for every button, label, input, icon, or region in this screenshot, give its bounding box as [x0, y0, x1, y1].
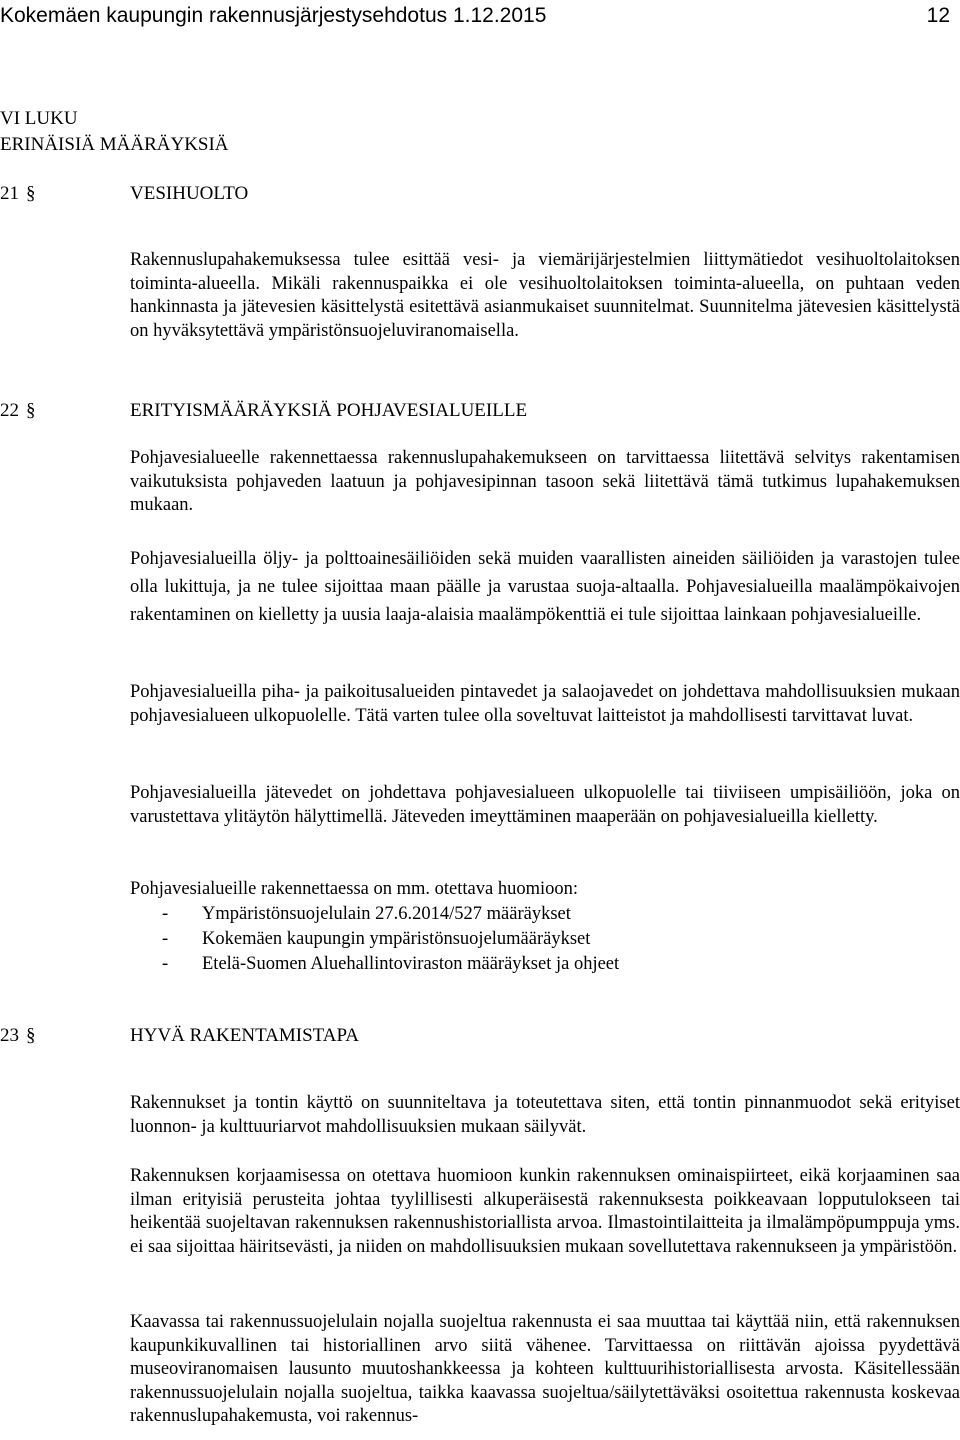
section-23-paragraph-2: Rakennuksen korjaamisessa on otettava huomioon kunkin rakennuksen ominaispiirteet, eikä korjaaminen saa ilman erityisiä perusteita johtaa tyylillisesti alkuperäisestä rakennuksesta poikkeavaan lopputulokseen tai heikentää suojeltavan rakennuksen rakennushistoriallista arvoa. Ilmastointilaitteita ja ilmalämpöpumppuja yms. ei saa sijoittaa häiritsevästi, ja niiden on mahdollisuuksien mukaan sovellutettava rakennukseen ja ympäristöön.	[130, 1166, 960, 1257]
section-23-paragraph-3: Kaavassa tai rakennussuojelulain nojalla suojeltua rakennusta ei saa muuttaa tai käyttää niin, että rakennuksen kaupunkikuvallinen tai historiallinen arvo siitä vähenee. Tarvittaessa on riittävän ajoissa pyydettävä museoviranomaisen lausunto muutoshankkeessa ja kohteen kulttuurihistoriallisesta arvosta. Käsitellessään rakennussuojelulain nojalla suojeltua, taikka kaavassa suojeltua/säilytettäväksi osoitettua rakennusta koskevaa rakennuslupahakemusta, voi rakennus-	[130, 1312, 960, 1427]
section-21-paragraph-1: Rakennuslupahakemuksessa tulee esittää vesi- ja viemärijärjestelmien liittymätiedot vesihuoltolaitoksen toiminta-alueella. Mikäli rakennuspaikka ei ole vesihuoltolaitoksen toiminta-alueella, on puhtaan veden hankinnasta ja jätevesien käsittelystä esitettävä asianmukaiset suunnitelmat. Suunnitelma jätevesien käsittelystä on hyväksytettävä ympäristönsuojeluviranomaisella.	[130, 250, 960, 341]
chapter-heading	[0, 106, 229, 158]
section-symbol: §	[26, 183, 36, 204]
list-item-text: Ympäristönsuojelulain 27.6.2014/527 määräykset	[202, 904, 571, 924]
list-dash: -	[162, 904, 169, 924]
section-number: 23	[0, 1025, 19, 1046]
section-number: 22	[0, 400, 19, 421]
document-title: Kokemäen kaupungin rakennusjärjestysehdotus 1.12.2015	[0, 4, 547, 27]
list-item	[130, 927, 960, 952]
list-item-text: Kokemäen kaupungin ympäristönsuojelumääräykset	[202, 929, 591, 949]
section-22-paragraph-2: Pohjavesialueilla öljy- ja polttoainesäiliöiden sekä muiden vaarallisten aineiden säiliöiden ja varastojen tulee olla lukittuja, ja ne tulee sijoittaa maan päälle ja varustaa suoja-altaalla. Pohjavesialueilla maalämpökaivojen rakentaminen on kielletty ja uusia laaja-alaisia maalämpökenttiä ei tule sijoittaa lainkaan pohjavesialueille.	[130, 549, 960, 625]
list-item	[130, 952, 960, 977]
list-intro: Pohjavesialueille rakennettaessa on mm. otettava huomioon:	[130, 879, 578, 899]
section-22-paragraph-4: Pohjavesialueilla jätevedet on johdettava pohjavesialueen ulkopuolelle tai tiiviiseen umpisäiliöön, joka on varustettava ylitäytön hälyttimellä. Jäteveden imeyttäminen maaperään on pohjavesialueilla kielletty.	[130, 783, 960, 827]
list-dash: -	[162, 929, 169, 949]
chapter-title: ERINÄISIÄ MÄÄRÄYKSIÄ	[0, 134, 229, 155]
list-dash: -	[162, 954, 169, 974]
section-title: HYVÄ RAKENTAMISTAPA	[130, 1025, 360, 1046]
section-22-paragraph-1: Pohjavesialueelle rakennettaessa rakennuslupahakemukseen on tarvittaessa liitettävä selvitys rakentamisen vaikutuksista pohjaveden laatuun ja pohjavesipinnan tasoon sekä liitettävä tämä tutkimus lupahakemuksen mukaan.	[130, 448, 960, 516]
section-symbol: §	[26, 1025, 36, 1046]
section-symbol: §	[26, 400, 36, 421]
page-number: 12	[926, 4, 950, 27]
section-number: 21	[0, 183, 19, 204]
section-title: VESIHUOLTO	[130, 183, 249, 204]
section-22-paragraph-3: Pohjavesialueilla piha- ja paikoitusalueiden pintavedet ja salaojavedet on johdettava mahdollisuuksien mukaan pohjavesialueen ulkopuolelle. Tätä varten tulee olla soveltuvat laitteistot ja mahdollisesti tarvittavat luvat.	[130, 682, 960, 726]
page-header	[0, 1, 950, 31]
chapter-number: VI LUKU	[0, 108, 78, 129]
section-title: ERITYISMÄÄRÄYKSIÄ POHJAVESIALUEILLE	[130, 400, 528, 421]
section-23-paragraph-1: Rakennukset ja tontin käyttö on suunniteltava ja toteutettava siten, että tontin pinnanmuodot sekä erityiset luonnon- ja kulttuuriarvot mahdollisuuksien mukaan säilyvät.	[130, 1093, 960, 1137]
list-item	[130, 902, 960, 927]
requirements-list	[130, 877, 960, 977]
list-item-text: Etelä-Suomen Aluehallintoviraston määräykset ja ohjeet	[202, 954, 620, 974]
